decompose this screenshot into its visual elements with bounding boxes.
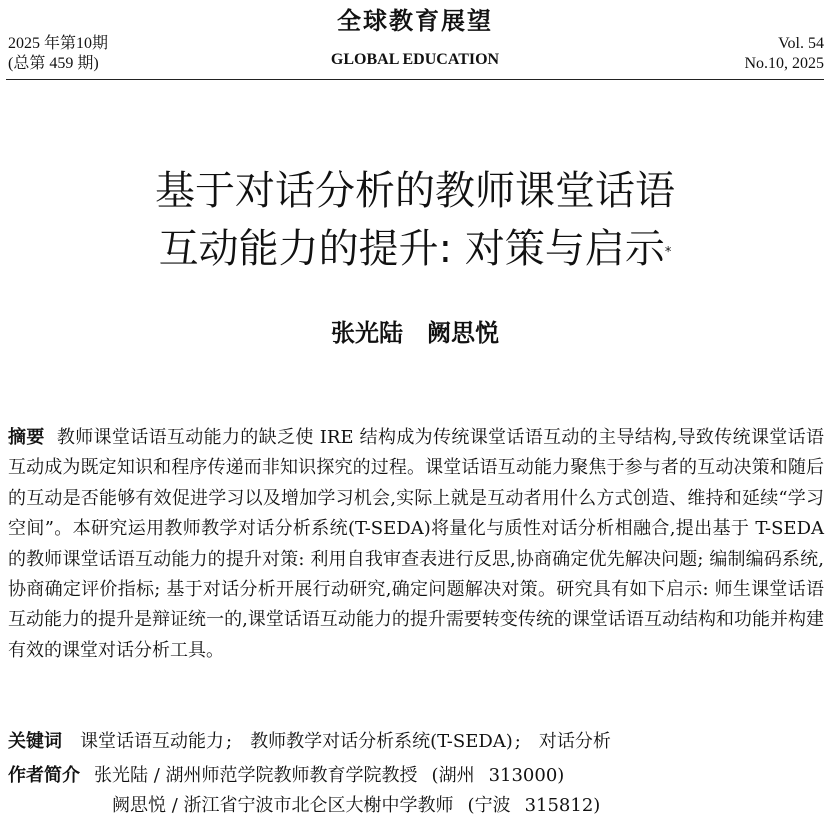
article-authors bbox=[0, 318, 830, 348]
author-intro-location: (宁波 bbox=[467, 795, 511, 816]
keyword-separator: ; bbox=[226, 731, 233, 752]
author-intro bbox=[8, 761, 824, 791]
keywords bbox=[8, 727, 824, 757]
issue-total-number: (总第 459 期) bbox=[8, 55, 99, 72]
abstract bbox=[8, 423, 824, 666]
author-intro-name: 张光陆 bbox=[94, 765, 148, 786]
title-line-2-text: 互动能力的提升: 对策与启示 bbox=[158, 226, 665, 272]
keywords-label: 关键词 bbox=[8, 731, 62, 752]
journal-header bbox=[0, 0, 830, 80]
keyword-item: 教师教学对话分析系统(T-SEDA) bbox=[250, 731, 513, 752]
article-title bbox=[0, 162, 830, 278]
author-intro-second bbox=[112, 791, 824, 821]
author-intro-location: (湖州 bbox=[431, 765, 475, 786]
journal-name-chinese: 全球教育展望 bbox=[337, 6, 493, 35]
issue-year-number: 2025 年第10期 bbox=[8, 35, 109, 52]
issue-number: No.10, 2025 bbox=[744, 55, 824, 72]
journal-name-english: GLOBAL EDUCATION bbox=[330, 51, 500, 68]
title-line-2 bbox=[0, 220, 830, 278]
header-divider bbox=[6, 79, 824, 80]
slash: / bbox=[171, 795, 178, 816]
title-line-1: 基于对话分析的教师课堂话语 bbox=[155, 168, 675, 214]
keyword-item: 课堂话语互动能力 bbox=[80, 731, 224, 752]
journal-name bbox=[0, 6, 830, 70]
keyword-item: 对话分析 bbox=[538, 731, 611, 752]
author-name: 阙思悦 bbox=[427, 319, 499, 347]
author-intro-postcode: 315812) bbox=[524, 795, 601, 816]
abstract-text: 教师课堂话语互动能力的缺乏使 IRE 结构成为传统课堂话语互动的主导结构,导致传统课堂话语互动成为既定知识和程序传递而非知识探究的过程。课堂话语互动能力聚焦于参与者的互动决策和随后的互动是否能够有效促进学习以及增加学习机会,实际上就是互动者用什么方式创造、维持和延续“学习空间”。本研究运用教师教学对话分析系统(T-SEDA)将量化与质性对话分析相融合,提出基于 T-SEDA 的教师课堂话语互动能力的提升对策: 利用自我审查表进行反思,协商确定优先解决问题; 编制编码系统,协商确定评价指标; 基于对话分析开展行动研究,确定问题解决对策。研究具有如下启示: 师生课堂话语互动能力的提升是辩证统一的,课堂话语互动能力的提升需要转变传统的课堂话语互动结构和功能并构建有效的课堂对话分析工具。 bbox=[8, 427, 825, 661]
author-intro-affiliation: 湖州师范学院教师教育学院教授 bbox=[165, 765, 418, 786]
author-intro-affiliation: 浙江省宁波市北仑区大榭中学教师 bbox=[183, 795, 454, 816]
author-name: 张光陆 bbox=[331, 319, 403, 347]
author-intro-label: 作者简介 bbox=[8, 765, 80, 786]
keyword-separator: ; bbox=[514, 731, 521, 752]
author-intro-postcode: 313000) bbox=[488, 765, 565, 786]
author-intro-name: 阙思悦 bbox=[112, 795, 166, 816]
volume-number: Vol. 54 bbox=[778, 35, 824, 52]
footnote-mark: * bbox=[664, 245, 672, 260]
volume-info bbox=[744, 34, 824, 74]
abstract-label: 摘要 bbox=[8, 427, 45, 448]
slash: / bbox=[153, 765, 160, 786]
